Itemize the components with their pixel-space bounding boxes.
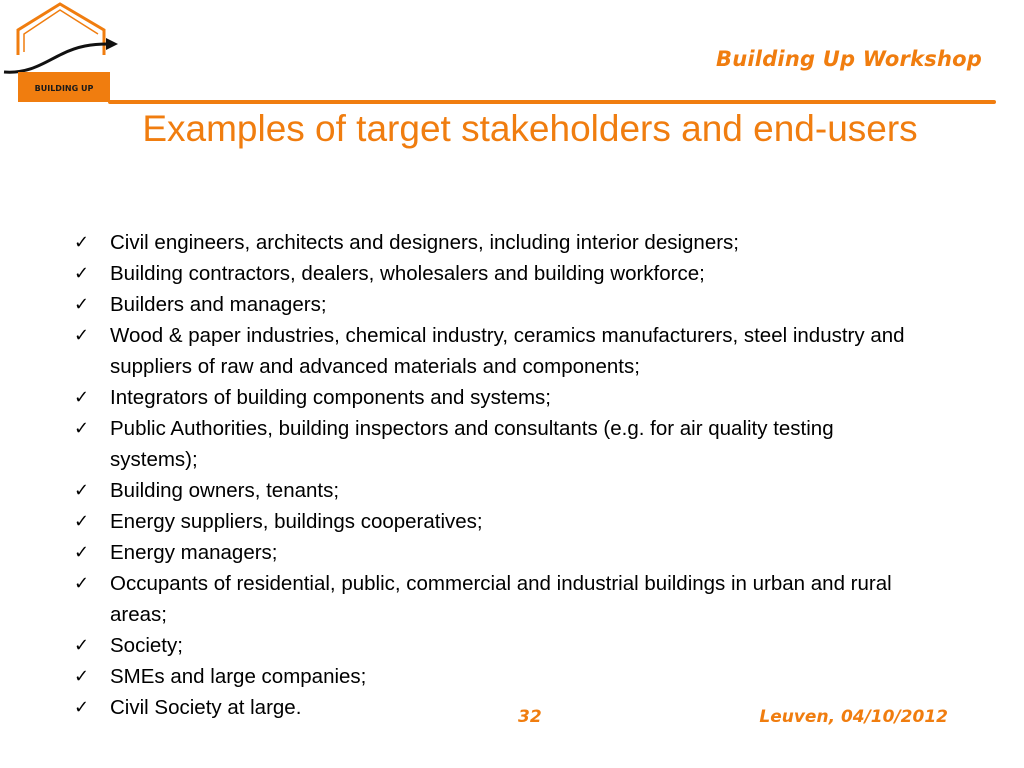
checkmark-icon: ✓	[74, 263, 90, 284]
list-item-text: Wood & paper industries, chemical industry, ceramics manufacturers, steel industry and suppliers of raw and advanced materials and components;	[110, 324, 905, 378]
stakeholder-list	[0, 227, 1024, 723]
list-item-text: Society;	[110, 634, 183, 657]
list-item-text: Energy managers;	[110, 541, 278, 564]
list-item	[0, 568, 910, 630]
list-item	[0, 475, 910, 506]
list-item-text: SMEs and large companies;	[110, 665, 367, 688]
header-divider	[108, 100, 996, 104]
list-item-text: Integrators of building components and systems;	[110, 386, 551, 409]
list-item	[0, 258, 910, 289]
list-item-text: Public Authorities, building inspectors and consultants (e.g. for air quality testing systems);	[110, 417, 834, 471]
list-item	[0, 320, 910, 382]
building-up-logo	[0, 0, 125, 110]
checkmark-icon: ✓	[74, 325, 90, 346]
slide-title: Examples of target stakeholders and end-users	[142, 108, 918, 149]
house-arrow-logo-icon	[0, 0, 125, 110]
slide-number: 32	[518, 707, 542, 727]
checkmark-icon: ✓	[74, 480, 90, 501]
list-item-text: Building contractors, dealers, wholesalers and building workforce;	[110, 262, 705, 285]
list-item	[0, 506, 910, 537]
workshop-title: Building Up Workshop	[716, 47, 982, 71]
checkmark-icon: ✓	[74, 294, 90, 315]
list-item-text: Civil engineers, architects and designers, including interior designers;	[110, 231, 739, 254]
checkmark-icon: ✓	[74, 635, 90, 656]
list-item	[0, 661, 910, 692]
list-item-text: Occupants of residential, public, commercial and industrial buildings in urban and rural areas;	[110, 572, 892, 626]
list-item	[0, 537, 910, 568]
logo-label: BUILDING UP	[34, 84, 94, 93]
list-item	[0, 413, 910, 475]
checkmark-icon: ✓	[74, 511, 90, 532]
list-item	[0, 382, 910, 413]
list-item-text: Builders and managers;	[110, 293, 327, 316]
list-item-text: Energy suppliers, buildings cooperatives;	[110, 510, 483, 533]
checkmark-icon: ✓	[74, 387, 90, 408]
checkmark-icon: ✓	[74, 666, 90, 687]
checkmark-icon: ✓	[74, 697, 90, 718]
list-item-text: Building owners, tenants;	[110, 479, 340, 502]
list-item-text: Civil Society at large.	[110, 696, 302, 719]
list-item	[0, 289, 910, 320]
checkmark-icon: ✓	[74, 542, 90, 563]
checkmark-icon: ✓	[74, 418, 90, 439]
checkmark-icon: ✓	[74, 573, 90, 594]
list-item	[0, 630, 910, 661]
footer-location-date: Leuven, 04/10/2012	[759, 707, 948, 727]
checkmark-icon: ✓	[74, 232, 90, 253]
list-item	[0, 227, 910, 258]
